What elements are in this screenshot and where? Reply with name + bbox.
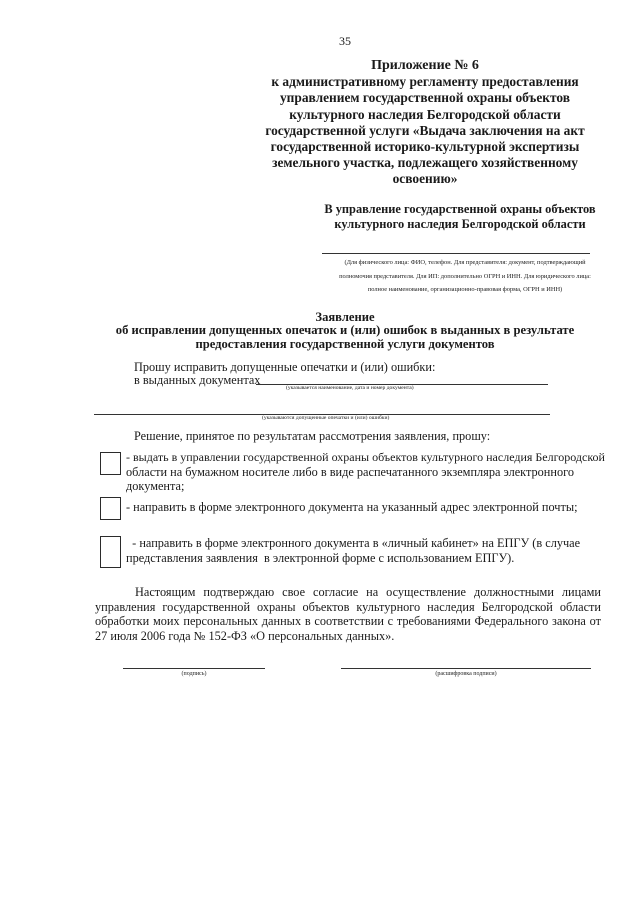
decision-intro: Решение, принятое по результатам рассмотрения заявления, прошу:: [134, 429, 491, 443]
addressee-line: В управление государственной охраны объектов: [324, 202, 596, 216]
appendix-line: культурного наследия Белгородской области: [289, 106, 561, 122]
addressee: [300, 202, 620, 232]
option-line: - выдать в управлении государственной охраны объектов культурного наследия Белгородской: [126, 450, 605, 464]
option-line: документа;: [126, 479, 185, 493]
option-line: - направить в форме электронного документа в «личный кабинет» на ЕПГУ (в случае: [126, 536, 581, 550]
option-line: представления заявления в электронной форме с использованием ЕПГУ).: [126, 550, 515, 565]
option-line: - направить в форме электронного документа на указанный адрес электронной почты;: [126, 500, 578, 514]
statement-title: Заявление: [315, 310, 375, 324]
appendix-line: освоению»: [392, 171, 458, 187]
applicant-info-line[interactable]: [322, 253, 590, 254]
signature-decoding-line[interactable]: [341, 668, 591, 669]
applicant-info-note: [305, 256, 625, 297]
option-paper-text: [126, 450, 616, 494]
appendix-title: Приложение № 6: [371, 58, 479, 73]
page-number: 35: [339, 34, 351, 48]
applicant-note-line: (Для физического лица: ФИО, телефон. Для представителя: документ, подтверждающий: [344, 259, 586, 266]
appendix-line: государственной историко-культурной экспертизы: [270, 139, 580, 155]
statement-heading: [0, 311, 640, 351]
option-line: области на бумажном носителе либо в виде распечатанного экземпляра электронного: [126, 464, 574, 479]
option-email-text: [126, 500, 578, 515]
signature-line[interactable]: [123, 668, 265, 669]
appendix-line: к административному регламенту предоставления: [271, 74, 579, 90]
option-epgu-checkbox[interactable]: [100, 536, 121, 568]
option-paper-checkbox[interactable]: [100, 452, 121, 475]
errors-caption: (указываются допущенные опечатки и (или) ошибки): [262, 415, 390, 421]
appendix-line: управлением государственной охраны объектов: [279, 90, 570, 106]
applicant-note-line: полномочия представителя. Для ИП: дополнительно ОГРН и ИНН. Для юридического лица:: [339, 272, 591, 280]
appendix-line: земельного участка, подлежащего хозяйственному: [272, 155, 578, 171]
option-epgu-text: [126, 536, 580, 565]
statement-subtitle: об исправлении допущенных опечаток и (или) ошибок в выданных в результате: [115, 323, 575, 338]
applicant-note-line: полное наименование, организационно-правовая форма, ОГРН и ИНН): [367, 286, 563, 293]
consent-paragraph: Настоящим подтверждаю свое согласие на осуществление должностными лицами управления государственной охраны объектов культурного наследия Белгородской области обработки моих персональных данных в соответствии с требованиями Федерального закона от 27 июля 2006 года № 152-ФЗ «О персональных данных».: [95, 585, 601, 643]
signature-caption: (подпись): [181, 671, 207, 677]
request-line-1: Прошу исправить допущенные опечатки и (или) ошибки:: [134, 360, 436, 374]
addressee-line: культурного наследия Белгородской области: [334, 217, 586, 231]
request-line-2: в выданных документах: [134, 373, 261, 387]
appendix-line: государственной услуги «Выдача заключения на акт: [265, 122, 585, 138]
statement-subtitle: предоставления государственной услуги документов: [195, 336, 495, 351]
option-email-checkbox[interactable]: [100, 497, 121, 520]
signature-decoding-caption: (расшифровка подписи): [435, 671, 497, 677]
documents-caption: (указывается наименование, дата и номер документа): [286, 385, 414, 391]
appendix-header: [250, 58, 600, 188]
